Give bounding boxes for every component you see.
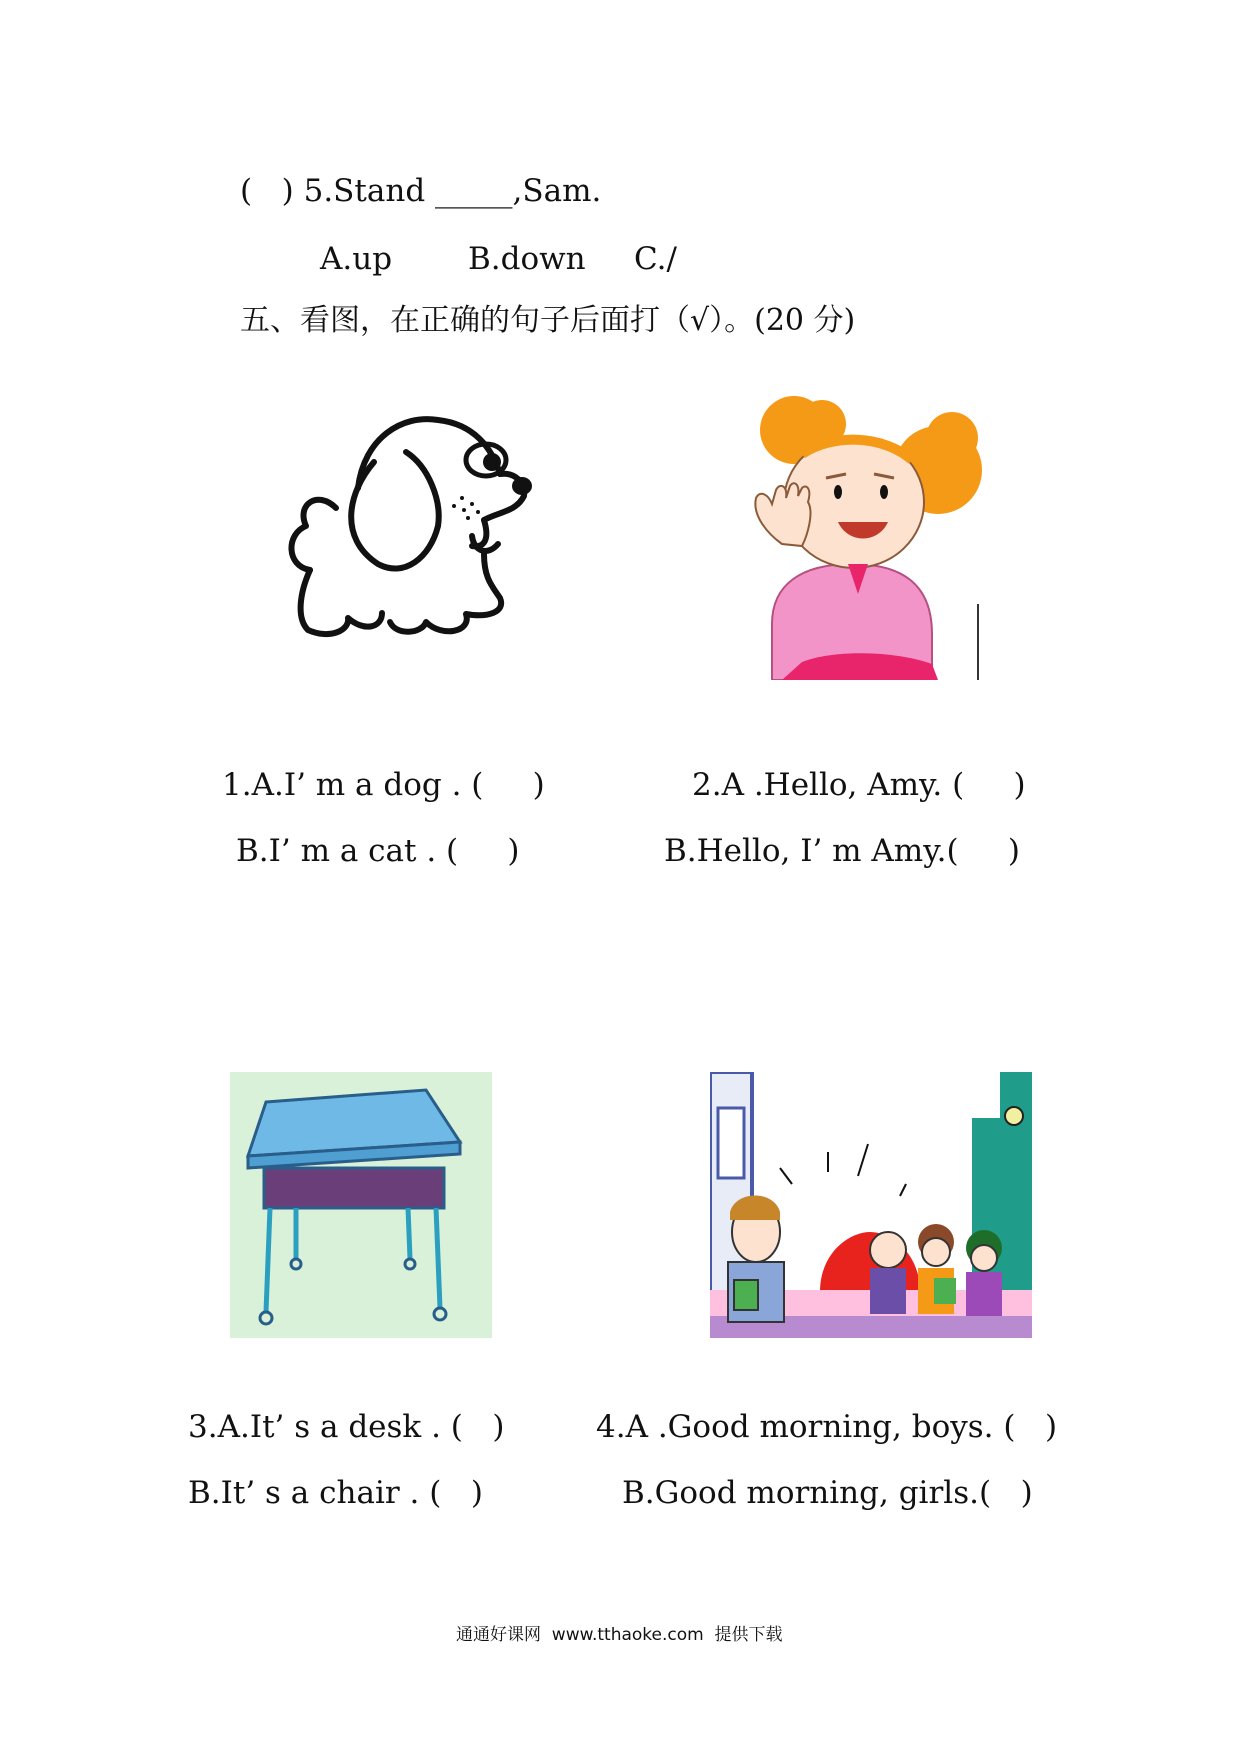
item2-option-b: B.Hello, I’ m Amy.( ) — [664, 833, 1020, 869]
q5-option-c: C./ — [634, 241, 677, 277]
q5-option-a: A.up — [320, 241, 393, 277]
item4-option-a: 4.A .Good morning, boys. ( ) — [596, 1409, 1058, 1445]
section-heading: 五、看图，在正确的句子后面打（√）。(20 分) — [240, 303, 856, 338]
teacher-and-boys-cartoon — [710, 1072, 1032, 1338]
q5-option-b: B.down — [468, 241, 586, 277]
dog-outline-drawing — [278, 408, 558, 648]
girl-waving-cartoon — [742, 394, 982, 680]
item3-option-a: 3.A.It’ s a desk . ( ) — [188, 1409, 505, 1445]
item3-option-b: B.It’ s a chair . ( ) — [188, 1475, 483, 1511]
footer-download-note: 通通好课网 www.tthaoke.com 提供下载 — [456, 1625, 783, 1645]
q5-stem: ( ) 5.Stand _____,Sam. — [240, 173, 602, 209]
item1-option-a: 1.A.I’ m a dog . ( ) — [222, 767, 545, 803]
desk-drawing — [230, 1072, 492, 1338]
item1-option-b: B.I’ m a cat . ( ) — [236, 833, 520, 869]
item2-option-a: 2.A .Hello, Amy. ( ) — [692, 767, 1026, 803]
item4-option-b: B.Good morning, girls.( ) — [622, 1475, 1033, 1511]
